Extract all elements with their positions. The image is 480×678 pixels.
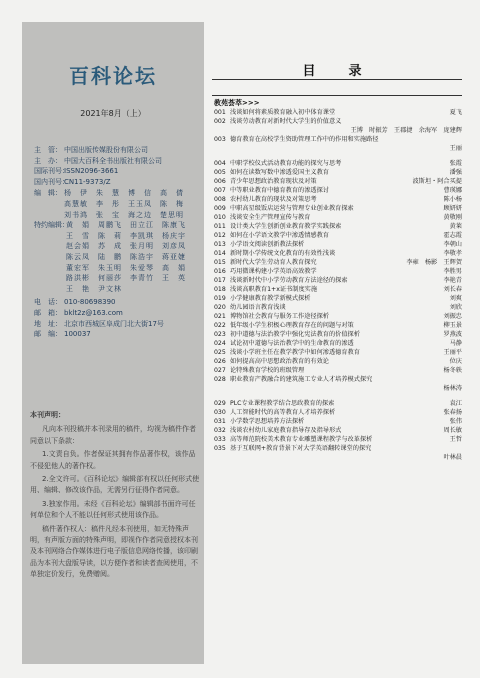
toc-number: 022 [214, 322, 226, 329]
toc-entry [214, 330, 462, 339]
toc-title: 人工智能时代的高等教育人才培养探析 [230, 409, 336, 416]
editors-row [34, 210, 202, 221]
toc-entry [214, 303, 462, 312]
toc-author: 潘强 [449, 169, 462, 176]
toc-line [214, 258, 462, 267]
toc-line [214, 117, 462, 126]
special-editors-row [34, 263, 202, 274]
toc-entry [214, 258, 462, 267]
special-editors-row [34, 231, 202, 242]
toc-line [214, 108, 462, 117]
toc-line [214, 285, 462, 294]
toc-title: 中等职业教育中德育教育的渗透探讨 [230, 187, 329, 194]
toc-title: 农村幼儿教育的现状及对策思考 [230, 196, 317, 203]
notice-paragraph: 2.全文许可。《百科论坛》编辑部有权以任何形式使用、编辑、修改该作品，无需另行征得作者同意。 [30, 475, 200, 495]
info-label: 国际刊号： [34, 167, 69, 176]
contact-row [34, 329, 202, 340]
notice-heading: 本刊声明： [30, 411, 65, 419]
toc-line [214, 294, 462, 303]
toc-title: 浅谈劳动教育对新时代大学生的价值意义 [230, 118, 342, 125]
editors-names: 高慧敏 李 彤 王玉凤 陈 梅 [64, 199, 184, 208]
toc-author: 杨林涛 [443, 385, 462, 392]
toc-title: 设计类大学生创新创业教育教学实践探索 [230, 223, 342, 230]
toc-number: 015 [214, 259, 226, 266]
toc-author: 叶林晨 [443, 454, 462, 461]
toc-line [214, 267, 462, 276]
special-editors-row [34, 252, 202, 263]
info-row [34, 166, 202, 177]
toc-title: 高等师范院校美术教育专业雕塑课程教学与改革探析 [230, 436, 373, 443]
issue-date: 2021年8月（上） [80, 109, 146, 118]
toc-title: 试论初中道德与法治教学中的生命教育的渗透 [230, 340, 354, 347]
toc-number: 018 [214, 286, 226, 293]
special-editors-row [34, 284, 202, 295]
toc-line [214, 330, 462, 339]
toc-line [214, 366, 462, 375]
toc-number: 004 [214, 160, 226, 167]
info-label: 国内刊号： [34, 177, 69, 186]
toc-entry [214, 168, 462, 177]
editors-row [34, 199, 202, 210]
toc-title: 青少年思想政治教育现状及对策 [230, 178, 317, 185]
toc-line [214, 399, 462, 408]
toc-entry [214, 357, 462, 366]
toc-author: 李敬孝 [443, 250, 462, 257]
toc-author: 罗燕波 [443, 331, 462, 338]
contact-label: 地 址： [34, 319, 62, 328]
info-row [34, 145, 202, 156]
toc-line [214, 321, 462, 330]
toc-number: 009 [214, 205, 226, 212]
toc-line [214, 303, 462, 312]
toc-title: 巧用微课构建小学英语高效教学 [230, 268, 317, 275]
toc-number: 013 [214, 241, 226, 248]
toc-number: 012 [214, 232, 226, 239]
toc-title: 初中道德与法治教学中强化宪法教育的价值探析 [230, 331, 360, 338]
toc-number: 027 [214, 367, 226, 374]
toc-number: 002 [214, 118, 226, 125]
toc-number: 028 [214, 376, 226, 383]
toc-author: 袁江 [449, 400, 462, 407]
toc-line [214, 435, 462, 444]
toc-number: 021 [214, 313, 226, 320]
table-of-contents [212, 22, 462, 664]
contact-value: 010-80698390 [64, 298, 116, 307]
special-editors-row [34, 220, 202, 231]
toc-number: 006 [214, 178, 226, 185]
toc-number: 035 [214, 445, 226, 452]
toc-entry [214, 426, 462, 435]
toc-entry [214, 240, 462, 249]
toc-author: 周长敏 [443, 427, 462, 434]
toc-entry [214, 417, 462, 426]
toc-author: 李艳青 [443, 277, 462, 284]
toc-line [214, 240, 462, 249]
toc-line [214, 222, 462, 231]
toc-entry [214, 195, 462, 204]
toc-number: 026 [214, 358, 226, 365]
toc-number: 014 [214, 250, 226, 257]
toc-title: 中职高星级饭店运营与管理专业创业教育探索 [230, 205, 354, 212]
editors-row [34, 188, 202, 199]
toc-line [214, 426, 462, 435]
toc-author: 王博 时振芳 王郡捷 余海军 庞建辉 [350, 127, 462, 134]
info-label: 主 管： [34, 146, 62, 154]
toc-entry [214, 294, 462, 303]
toc-number: 016 [214, 268, 226, 275]
toc-entry [214, 399, 462, 408]
section-title: 教苑荟萃>>> [214, 99, 260, 107]
toc-entry [214, 213, 462, 222]
special-editors-names: 王 雪 陈 莉 李凯琪 杨庆宇 [66, 231, 186, 240]
contact-value: bklt2z@163.com [64, 308, 123, 317]
toc-title: 浅谈小学班主任在教学教学中如何渗透德育教育 [230, 349, 360, 356]
notice-paragraph: 1.文责自负。作者保证其拥有作品著作权，该作品不侵犯他人的著作权。 [30, 450, 196, 470]
toc-number: 029 [214, 400, 226, 407]
toc-author: 王丽平 [443, 349, 462, 356]
toc-line [214, 195, 462, 204]
toc-entry [214, 177, 462, 186]
toc-number: 010 [214, 214, 226, 221]
toc-author: 刘长春 [443, 286, 462, 293]
toc-author: 王哲 [449, 436, 462, 443]
toc-line [214, 408, 462, 417]
toc-entry [214, 312, 462, 321]
toc-line [214, 231, 462, 240]
toc-number: 005 [214, 169, 226, 176]
toc-title: 论特殊教育学校的班级管理 [230, 367, 305, 374]
special-editors-label: 特约编辑： [34, 221, 69, 230]
toc-line [214, 339, 462, 348]
divider [212, 95, 462, 96]
toc-title: 如何在读数写数中渗透爱国主义教育 [230, 169, 329, 176]
toc-number: 019 [214, 295, 226, 302]
toc-line [214, 168, 462, 177]
toc-line [214, 357, 462, 366]
toc-author: 马静 [449, 340, 462, 347]
toc-author: 张伟 [449, 418, 462, 425]
toc-number: 030 [214, 409, 226, 416]
contact-value: 100037 [64, 330, 91, 339]
toc-line [214, 177, 462, 186]
toc-line [214, 135, 462, 144]
info-value: 中国大百科全书出版社有限公司 [64, 156, 162, 165]
toc-number: 007 [214, 187, 226, 194]
toc-author: 张霞 [449, 160, 462, 167]
toc-number: 020 [214, 304, 226, 311]
toc-entry [214, 204, 462, 213]
notice-paragraph: 3.独家作用。未经《百科论坛》编辑部书面许可任何单位和个人不能以任何形式使用该作品。 [30, 499, 196, 520]
toc-line [214, 276, 462, 285]
toc-title: 小学语文阅读创新教法探析 [230, 241, 305, 248]
toc-title: 博物馆社会教育与服务工作途径探析 [230, 313, 329, 320]
toc-line [214, 444, 462, 453]
toc-author: 李胜男 [443, 268, 462, 275]
toc-title: 基于互联网+教育背景下对大学英语翻转课堂的探究 [230, 445, 372, 452]
toc-title: 新时期小学传统文化教育的有效性浅谈 [230, 250, 336, 257]
toc-author: 李朝山 [443, 241, 462, 248]
toc-title: 浅谈新时代中小学劳动教育方法途径的探索 [230, 277, 348, 284]
toc-line [214, 417, 462, 426]
contact-value: 北京市西城区阜成门北大街17号 [64, 319, 164, 328]
toc-title: 职业教育产教融合的建筑施工专业人才培养模式探究 [230, 376, 373, 383]
toc-author: 夏飞 [449, 109, 462, 116]
toc-author: 霍志霞 [443, 232, 462, 239]
toc-entry [214, 159, 462, 168]
toc-entry [214, 366, 462, 375]
masthead-panel [22, 22, 204, 664]
contents-heading: 目 录 [302, 64, 372, 79]
toc-title: 如何提高高中思想政治教育的有效论 [230, 358, 329, 365]
toc-line [214, 186, 462, 195]
toc-entry [214, 186, 462, 195]
special-editors-names: 黄 娟 周鹏飞 田立江 陈康飞 [66, 221, 186, 230]
toc-number: 031 [214, 418, 226, 425]
toc-author: 刘爽 [449, 295, 462, 302]
toc-line [214, 204, 462, 213]
toc-title: 德育教育在高校学生资助管理工作中的作用和实施路径 [230, 136, 379, 143]
notice-paragraph: 稿件著作权人：稿件凡经本刊使用，如无特殊声明，有声版方面的特殊声明，即视作作者同意授权本刊及本刊网络合作媒体进行电子版信息网络传播，该印刷品为本刊大盘版导读，以方便作者和读者查阅使用，不单独定价发行，免费赠阅。 [30, 524, 198, 579]
toc-entry [214, 285, 462, 294]
contact-row [34, 297, 202, 308]
divider [212, 79, 462, 80]
special-editors-names: 赵会娟 苏 成 张月明 刘彦凤 [66, 242, 186, 251]
info-value: ISSN2096-3661 [64, 167, 119, 176]
toc-entry [214, 222, 462, 231]
info-label: 主 办： [34, 156, 62, 165]
toc-entry [214, 435, 462, 444]
toc-title: 浅谈农村幼儿家庭教育指导存及指导形式 [230, 427, 342, 434]
editors-names: 刘书鸿 张 宝 海之边 楚思明 [64, 210, 184, 219]
toc-author: 位庆 [449, 358, 462, 365]
special-editors-row [34, 241, 202, 252]
editors-label: 编 辑： [34, 189, 62, 198]
toc-author: 刘振忠 [443, 313, 462, 320]
toc-entry [214, 231, 462, 240]
toc-entry [214, 117, 462, 135]
info-value: CN11-9373/Z [64, 177, 111, 186]
editors-names: 杨 伊 朱 慧 博 信 高 倩 [64, 189, 184, 198]
toc-number: 003 [214, 136, 226, 143]
toc-title: 中职学校仪式活动教育功能的探究与思考 [230, 160, 342, 167]
special-editors-row [34, 273, 202, 284]
toc-author: 李雍 杨影 王辉贺 [406, 259, 462, 266]
toc-author: 张春扬 [443, 409, 462, 416]
toc-number: 023 [214, 331, 226, 338]
toc-entry [214, 249, 462, 258]
toc-title: 小学数学思想培养方法探析 [230, 418, 305, 425]
toc-title: 幼儿园语言教育浅谈 [230, 304, 286, 311]
toc-line [214, 348, 462, 357]
toc-line [214, 312, 462, 321]
magazine-title: 百科论坛 [69, 64, 157, 88]
notice [30, 410, 200, 583]
toc-author: 波斯坦・阿合买提 [412, 178, 462, 185]
special-editors-names: 陈云凤 陆 鹏 陈浩宇 蒋亚婕 [66, 252, 186, 261]
toc-title: 新时代大学生劳动育人教育探究 [230, 259, 317, 266]
toc-entry [214, 339, 462, 348]
toc-number: 017 [214, 277, 226, 284]
toc-author: 刘欣 [449, 304, 462, 311]
toc-entry [214, 108, 462, 117]
toc-author: 顾妍妍 [443, 205, 462, 212]
toc-author: 曹瑛娜 [443, 187, 462, 194]
toc-author: 陈小杨 [443, 196, 462, 203]
toc-line [214, 249, 462, 258]
toc-line [214, 213, 462, 222]
contact-label: 邮 箱： [34, 308, 62, 317]
toc-number: 024 [214, 340, 226, 347]
contact-label: 邮 编： [34, 330, 62, 339]
info-row [34, 156, 202, 167]
info-row [34, 177, 202, 188]
toc-title: 如何在小学语文教学中渗透情感教育 [230, 232, 329, 239]
toc-title: 低年级小学生积极心理教育存在的问题与对策 [230, 322, 354, 329]
toc-entry [214, 375, 462, 393]
toc-entry [214, 348, 462, 357]
toc-title: 浅谈安全生产管理宣传与教育 [230, 214, 311, 221]
toc-title: 浅谈高职教育1+x证书制度实施 [230, 286, 318, 293]
special-editors-names: 王 艳 尹文林 [66, 284, 122, 293]
toc-author: 黄莱 [449, 223, 462, 230]
publication-info [34, 145, 202, 340]
toc-number: 008 [214, 196, 226, 203]
toc-author: 黄敬刚 [443, 214, 462, 221]
contact-row [34, 319, 202, 330]
toc-author: 柳玉景 [443, 322, 462, 329]
toc-entry [214, 444, 462, 462]
toc-entry [214, 408, 462, 417]
toc-number: 033 [214, 436, 226, 443]
toc-entry [214, 321, 462, 330]
toc-line [214, 159, 462, 168]
toc-author: 王丽 [449, 145, 462, 152]
toc-author: 杨冬轶 [443, 367, 462, 374]
toc-entry [214, 135, 462, 153]
toc-number: 001 [214, 109, 226, 116]
toc-number: 025 [214, 349, 226, 356]
notice-paragraph: 凡向本刊投稿并本刊录用的稿件，均视为稿件作者同意以下条款： [30, 425, 196, 445]
special-editors-names: 董宏军 朱玉明 朱爱琴 高 娟 [66, 263, 186, 272]
toc-number: 032 [214, 427, 226, 434]
info-value: 中国出版传媒股份有限公司 [64, 146, 148, 154]
toc-title: PLC专业课程教学结合思政教育的探索 [230, 400, 335, 407]
toc-number: 011 [214, 223, 226, 230]
toc-entry [214, 276, 462, 285]
contact-label: 电 话： [34, 298, 62, 307]
toc-title: 小学健康教育教学新模式探析 [230, 295, 311, 302]
toc-line [214, 375, 462, 384]
toc-title: 浅谈如何将素质教育融入初中体育课堂 [230, 109, 336, 116]
contents-list [214, 108, 462, 462]
special-editors-names: 路洪彬 何丽莎 李青竹 王 英 [66, 274, 186, 283]
contact-row [34, 308, 202, 319]
toc-entry [214, 267, 462, 276]
